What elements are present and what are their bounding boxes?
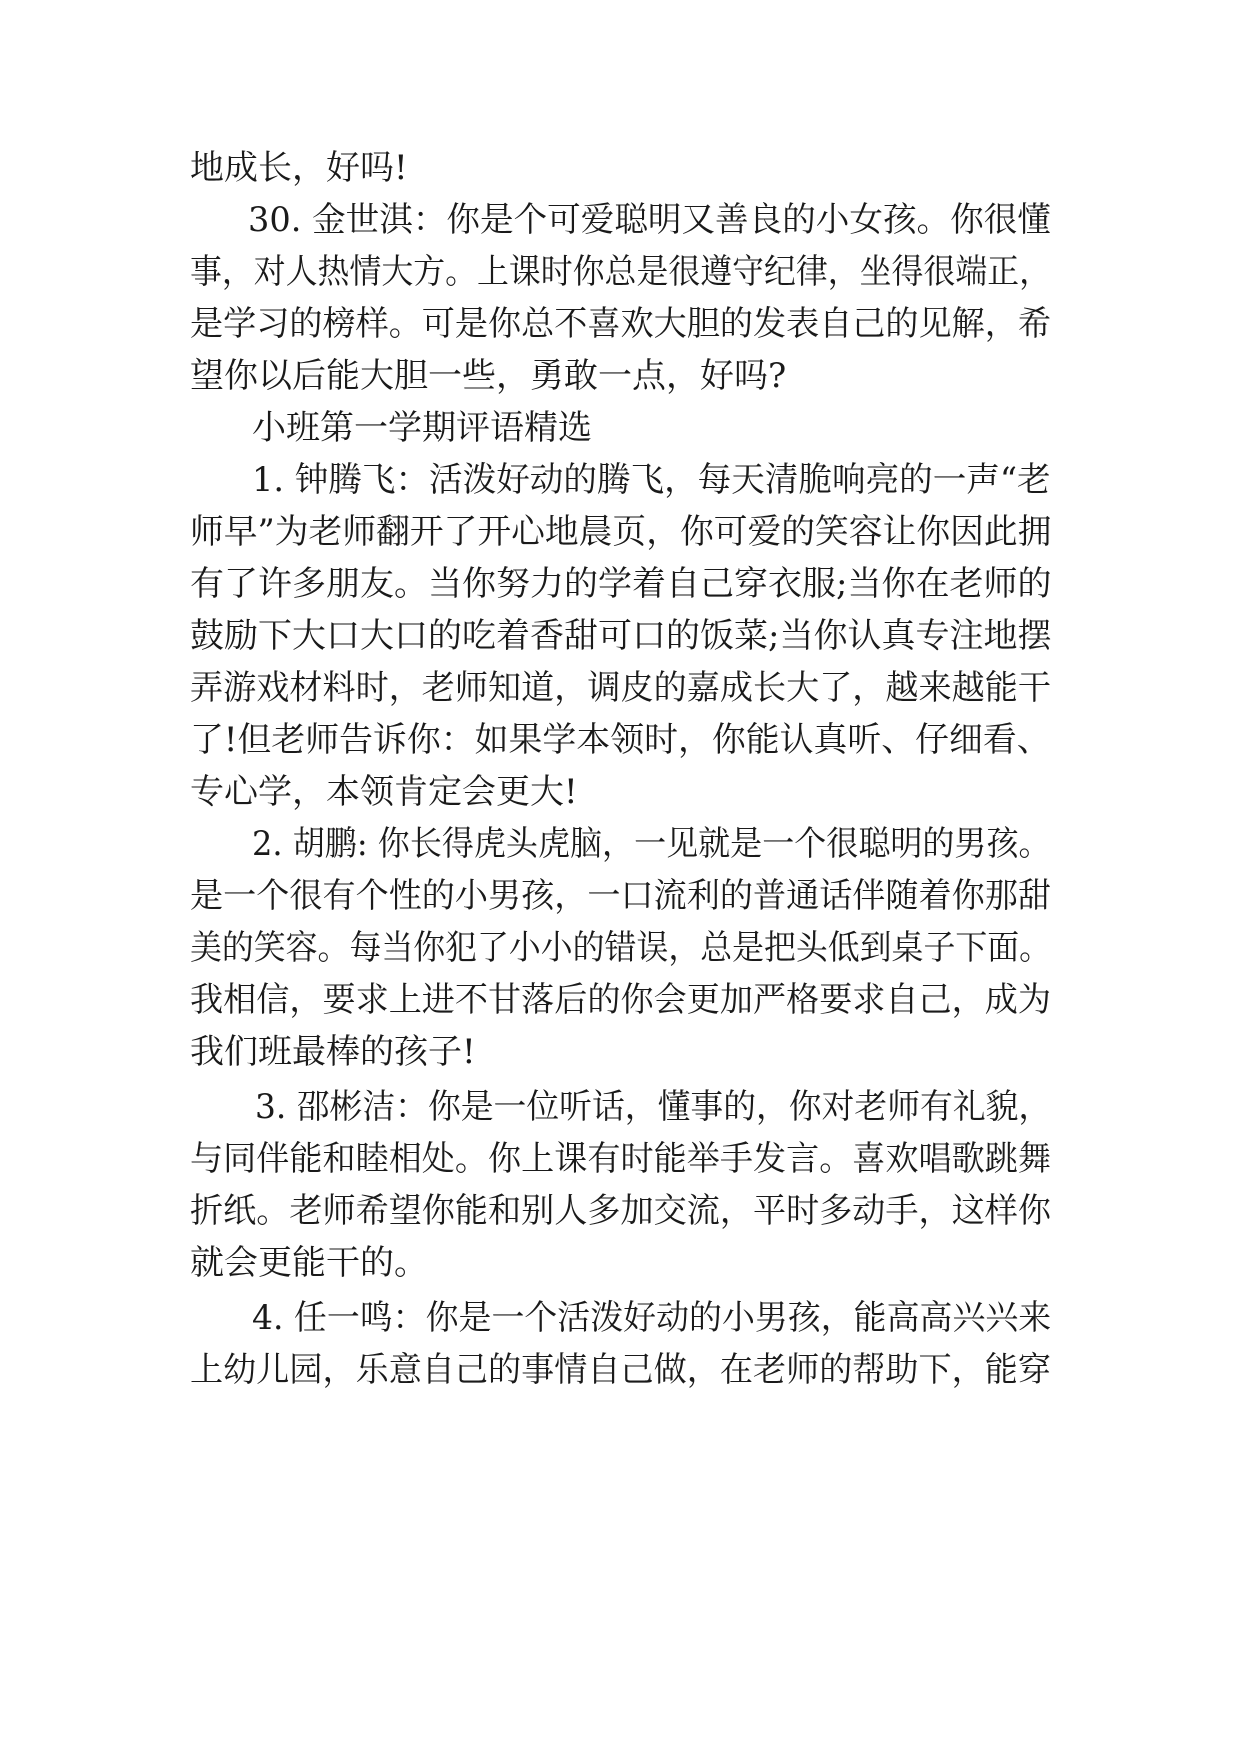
- text-line: 有了许多朋友。当你努力的学着自己穿衣服;当你在老师的: [190, 564, 1052, 604]
- section-heading: 小班第一学期评语精选: [252, 408, 592, 448]
- text-line: 30. 金世淇：你是个可爱聪明又善良的小女孩。你很懂: [248, 200, 1051, 240]
- text-line: 1. 钟腾飞：活泼好动的腾飞，每天清脆响亮的一声“老: [252, 460, 1051, 500]
- text-line: 师早”为老师翻开了开心地晨页，你可爱的笑容让你因此拥: [190, 512, 1052, 552]
- text-line: 4. 任一鸣：你是一个活泼好动的小男孩，能高高兴兴来: [252, 1298, 1052, 1338]
- text-line: 鼓励下大口大口的吃着香甜可口的饭菜;当你认真专注地摆: [190, 616, 1052, 656]
- text-line: 地成长，好吗!: [190, 148, 408, 188]
- text-line: 望你以后能大胆一些，勇敢一点，好吗?: [190, 356, 787, 396]
- text-line: 专心学，本领肯定会更大!: [190, 772, 578, 812]
- text-line: 折纸。老师希望你能和别人多加交流，平时多动手，这样你: [190, 1191, 1051, 1231]
- text-line: 事，对人热情大方。上课时你总是很遵守纪律，坐得很端正，: [190, 252, 1051, 292]
- text-line: 美的笑容。每当你犯了小小的错误，总是把头低到桌子下面。: [190, 928, 1051, 968]
- text-line: 是一个很有个性的小男孩，一口流利的普通话伴随着你那甜: [190, 876, 1051, 916]
- text-line: 与同伴能和睦相处。你上课有时能举手发言。喜欢唱歌跳舞: [190, 1139, 1051, 1179]
- text-line: 我们班最棒的孩子!: [190, 1032, 476, 1072]
- text-line: 3. 邵彬洁：你是一位听话，懂事的，你对老师有礼貌，: [255, 1087, 1052, 1127]
- text-line: 了!但老师告诉你：如果学本领时，你能认真听、仔细看、: [190, 720, 1051, 760]
- text-line: 就会更能干的。: [190, 1243, 428, 1283]
- text-line: 弄游戏材料时，老师知道，调皮的嘉成长大了，越来越能干: [190, 668, 1051, 708]
- text-line: 我相信，要求上进不甘落后的你会更加严格要求自己，成为: [190, 980, 1051, 1020]
- text-line: 2. 胡鹏: 你长得虎头虎脑，一见就是一个很聪明的男孩。: [252, 824, 1051, 864]
- text-line: 上幼儿园，乐意自己的事情自己做，在老师的帮助下，能穿: [190, 1350, 1051, 1390]
- text-line: 是学习的榜样。可是你总不喜欢大胆的发表自己的见解，希: [190, 304, 1051, 344]
